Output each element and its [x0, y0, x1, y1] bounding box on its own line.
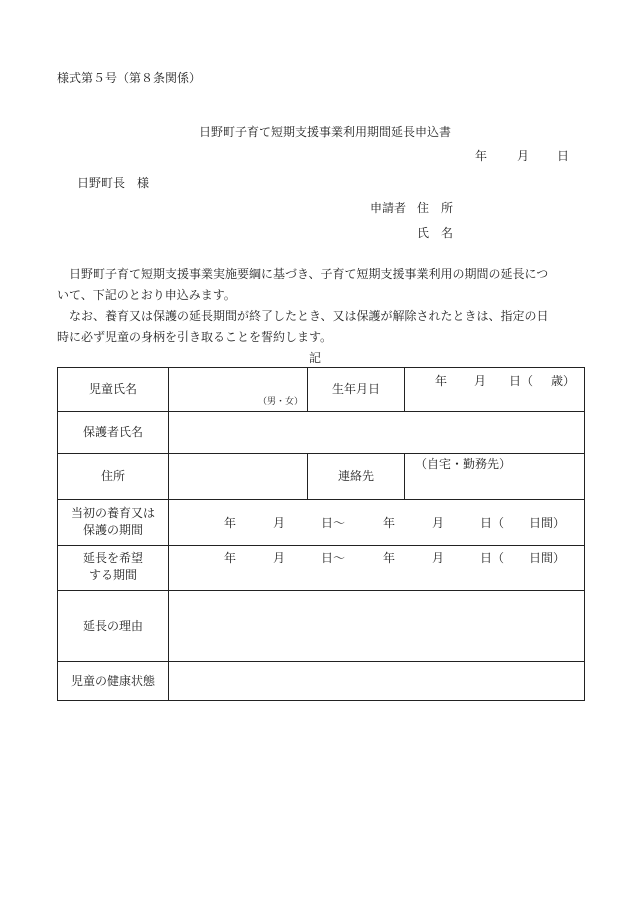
birth-day: 日（ [509, 374, 534, 388]
contact-note: （自宅・勤務先） [415, 457, 512, 471]
guardian-name-field[interactable] [169, 412, 585, 452]
initial-day2: 日（ [480, 516, 505, 530]
label-line: 当初の養育又は [70, 506, 155, 520]
row-divider [58, 499, 584, 500]
column-divider [404, 368, 405, 411]
paragraph-line: いて、下記のとおり申込みます。 [57, 288, 236, 302]
applicant-label: 申請者 [370, 201, 407, 215]
reason-field[interactable] [169, 591, 585, 660]
column-divider [404, 453, 405, 499]
application-table [57, 367, 585, 701]
applicant-address-label: 住 所 [417, 201, 454, 215]
label-line: 延長を希望 [82, 551, 143, 565]
extension-period-label [58, 550, 168, 584]
row-divider [58, 545, 584, 546]
birth-age: 歳） [551, 374, 576, 388]
paragraph-line: 日野町子育て短期支援事業実施要綱に基づき、子育て短期支援事業利用の期間の延長につ [69, 267, 549, 281]
extension-days: 日間） [529, 551, 566, 565]
initial-month1: 月 [273, 516, 286, 530]
guardian-name-label: 保護者氏名 [82, 425, 143, 439]
form-number-label: 様式第５号（第８条関係） [57, 71, 202, 85]
initial-year1: 年 [224, 516, 237, 530]
extension-day2: 日（ [480, 551, 505, 565]
birth-year: 年 [435, 374, 448, 388]
paragraph-line: なお、養育又は保護の延長期間が終了したとき、又は保護が解除されたときは、指定の日 [69, 309, 549, 323]
paragraph-line: 時に必ず児童の身柄を引き取ることを誓約します。 [57, 330, 333, 344]
ki-heading: 記 [309, 351, 322, 365]
gender-label: （男・女） [258, 397, 304, 407]
address-label: 住所 [100, 469, 125, 483]
reason-label: 延長の理由 [82, 619, 143, 633]
initial-days: 日間） [529, 516, 566, 530]
document-title: 日野町子育て短期支援事業利用期間延長申込書 [199, 125, 452, 139]
date-day: 日 [557, 149, 570, 163]
label-line: 保護の期間 [82, 523, 143, 537]
label-line: する期間 [88, 568, 137, 582]
child-name-label: 児童氏名 [88, 382, 137, 396]
row-divider [58, 453, 584, 454]
date-year: 年 [475, 149, 488, 163]
initial-month2: 月 [432, 516, 445, 530]
extension-year1: 年 [224, 551, 237, 565]
extension-year2: 年 [383, 551, 396, 565]
initial-year2: 年 [383, 516, 396, 530]
addressee: 日野町長 様 [77, 176, 150, 190]
birth-month: 月 [474, 374, 487, 388]
health-field[interactable] [169, 662, 585, 700]
applicant-name-label: 氏 名 [417, 226, 454, 240]
initial-period-label [58, 505, 168, 539]
birthdate-label: 生年月日 [331, 382, 380, 396]
contact-label: 連絡先 [337, 469, 374, 483]
health-label: 児童の健康状態 [70, 674, 155, 688]
body-paragraph [57, 264, 585, 348]
extension-day1: 日～ [321, 551, 346, 565]
extension-month1: 月 [273, 551, 286, 565]
extension-month2: 月 [432, 551, 445, 565]
date-month: 月 [517, 149, 530, 163]
address-field[interactable] [169, 454, 307, 498]
initial-day1: 日～ [321, 516, 346, 530]
